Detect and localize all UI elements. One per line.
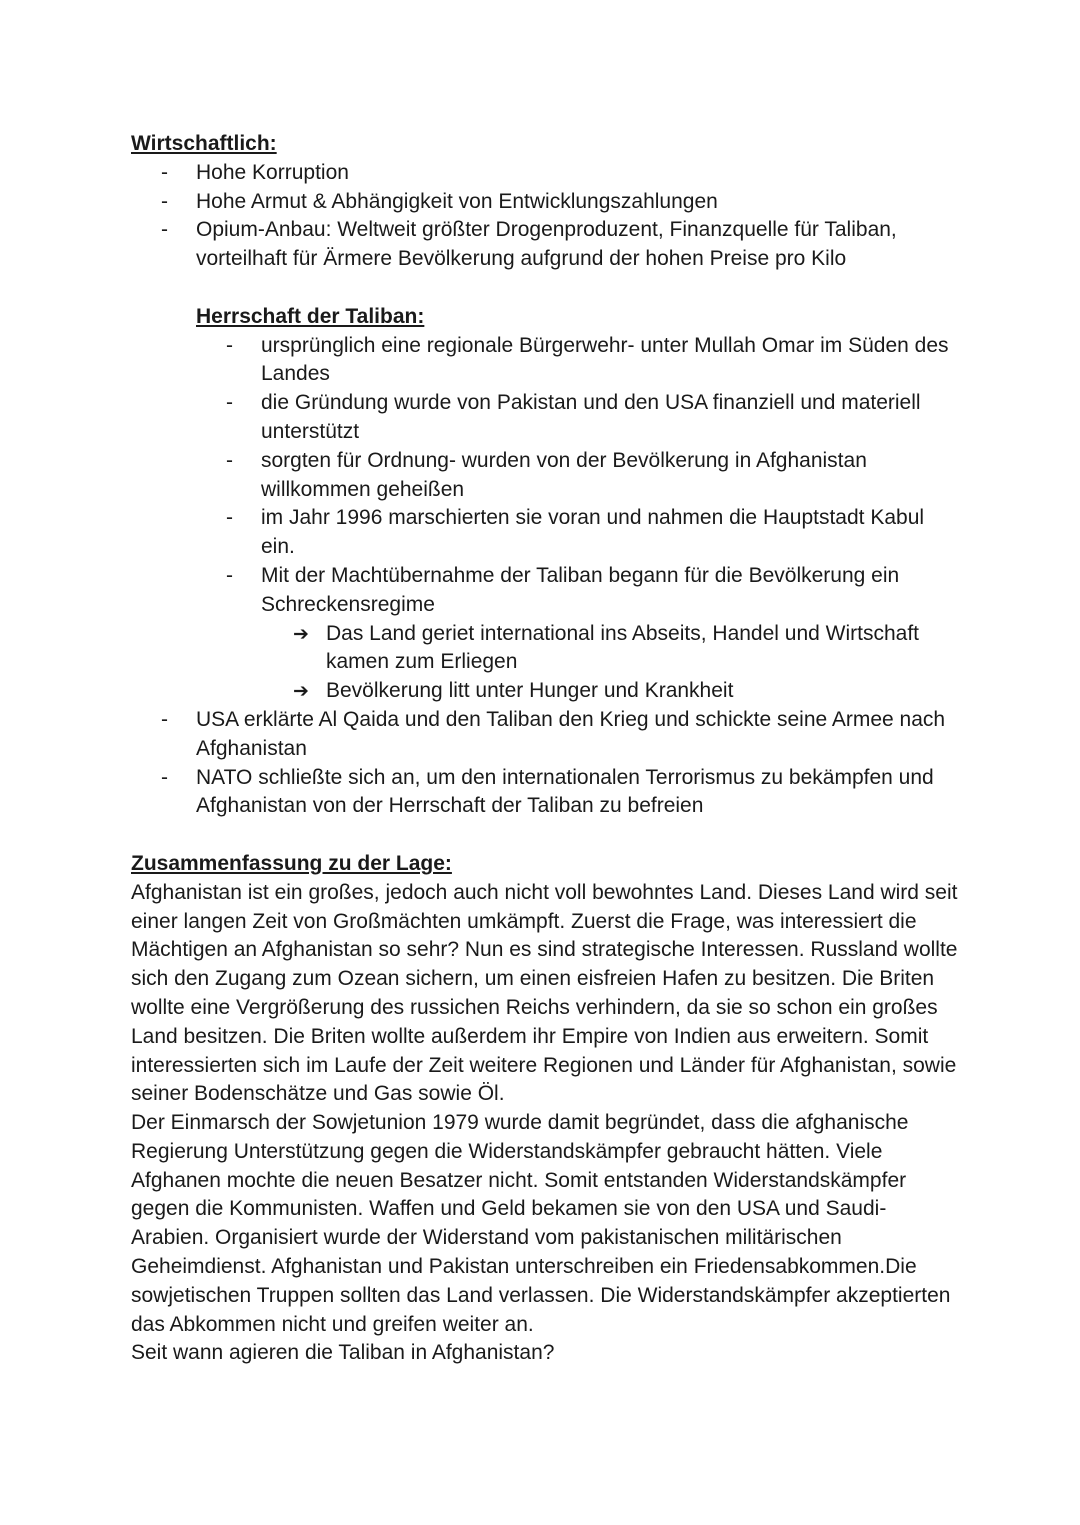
consequence-list (261, 620, 961, 706)
arrow-item: ➔ Das Land geriet international ins Abseits, Handel und Wirtschaft kamen zum Erliegen (261, 620, 961, 678)
list-item: - Opium-Anbau: Weltweit größter Drogenproduzent, Finanzquelle für Taliban, vorteilhaft für Ärmere Bevölkerung aufgrund der hohen Preise pro Kilo (131, 216, 961, 274)
list-item: - USA erklärte Al Qaida und den Taliban den Krieg und schickte seine Armee nach Afghanistan (131, 706, 961, 764)
list-item: - NATO schließte sich an, um den internationalen Terrorismus zu bekämpfen und Afghanistan von der Herrschaft der Taliban zu befreien (131, 764, 961, 822)
list-item: - die Gründung wurde von Pakistan und den USA finanziell und materiell unterstützt (196, 389, 961, 447)
taliban-list (196, 332, 961, 706)
heading-summary: Zusammenfassung zu der Lage: (131, 851, 452, 875)
list-item: - sorgten für Ordnung- wurden von der Bevölkerung in Afghanistan willkommen geheißen (196, 447, 961, 505)
taliban-block (196, 303, 961, 706)
intervention-list (131, 706, 961, 821)
document-page (131, 130, 961, 1368)
heading-taliban: Herrschaft der Taliban: (196, 304, 425, 328)
arrow-item: ➔ Bevölkerung litt unter Hunger und Krankheit (261, 677, 961, 706)
list-item: - Hohe Korruption (131, 159, 961, 188)
heading-wirtschaftlich: Wirtschaftlich: (131, 132, 277, 155)
list-item-text: Mit der Machtübernahme der Taliban begann für die Bevölkerung ein Schreckensregime (261, 563, 900, 616)
list-item: - Hohe Armut & Abhängigkeit von Entwicklungszahlungen (131, 188, 961, 217)
summary-paragraph: Seit wann agieren die Taliban in Afghanistan? (131, 1341, 555, 1365)
list-item: - ursprünglich eine regionale Bürgerwehr- unter Mullah Omar im Süden des Landes (196, 332, 961, 390)
list-item: - im Jahr 1996 marschierten sie voran und nahmen die Hauptstadt Kabul ein. (196, 504, 961, 562)
economic-list (131, 159, 961, 274)
summary-paragraph: Der Einmarsch der Sowjetunion 1979 wurde damit begründet, dass die afghanische Regierung Unterstützung gegen die Widerstandskämpfer gebraucht hätten. Viele Afghanen mochte die neuen Besatzer nicht. Somit entstanden Widerstandskämpfer gegen die Kommunisten. Waffen und Geld bekamen sie von den USA und Saudi-Arabien. Organisiert wurde der Widerstand vom pakistanischen militärischen Geheimdienst. Afghanistan und Pakistan unterschreiben ein Friedensabkommen.Die sowjetischen Truppen sollten das Land verlassen. Die Widerstandskämpfer akzeptierten das Abkommen nicht und greifen weiter an. (131, 1111, 951, 1336)
list-item (196, 562, 961, 706)
summary-paragraph: Afghanistan ist ein großes, jedoch auch nicht voll bewohntes Land. Dieses Land wird seit einer langen Zeit von Großmächten umkämpft. Zuerst die Frage, was interessiert die Mächtigen an Afghanistan so sehr? Nun es sind strategische Interessen. Russland wollte sich den Zugang zum Ozean sichern, um einen eisfreien Hafen zu besitzen. Die Briten wollte eine Vergrößerung des russichen Reichs verhindern, da sie so schon ein großes Land besitzen. Die Briten wollte außerdem ihr Empire von Indien aus erweitern. Somit interessierten sich im Laufe der Zeit weitere Regionen und Länder für Afghanistan, sowie seiner Bodenschätze und Gas sowie Öl. (131, 880, 958, 1106)
